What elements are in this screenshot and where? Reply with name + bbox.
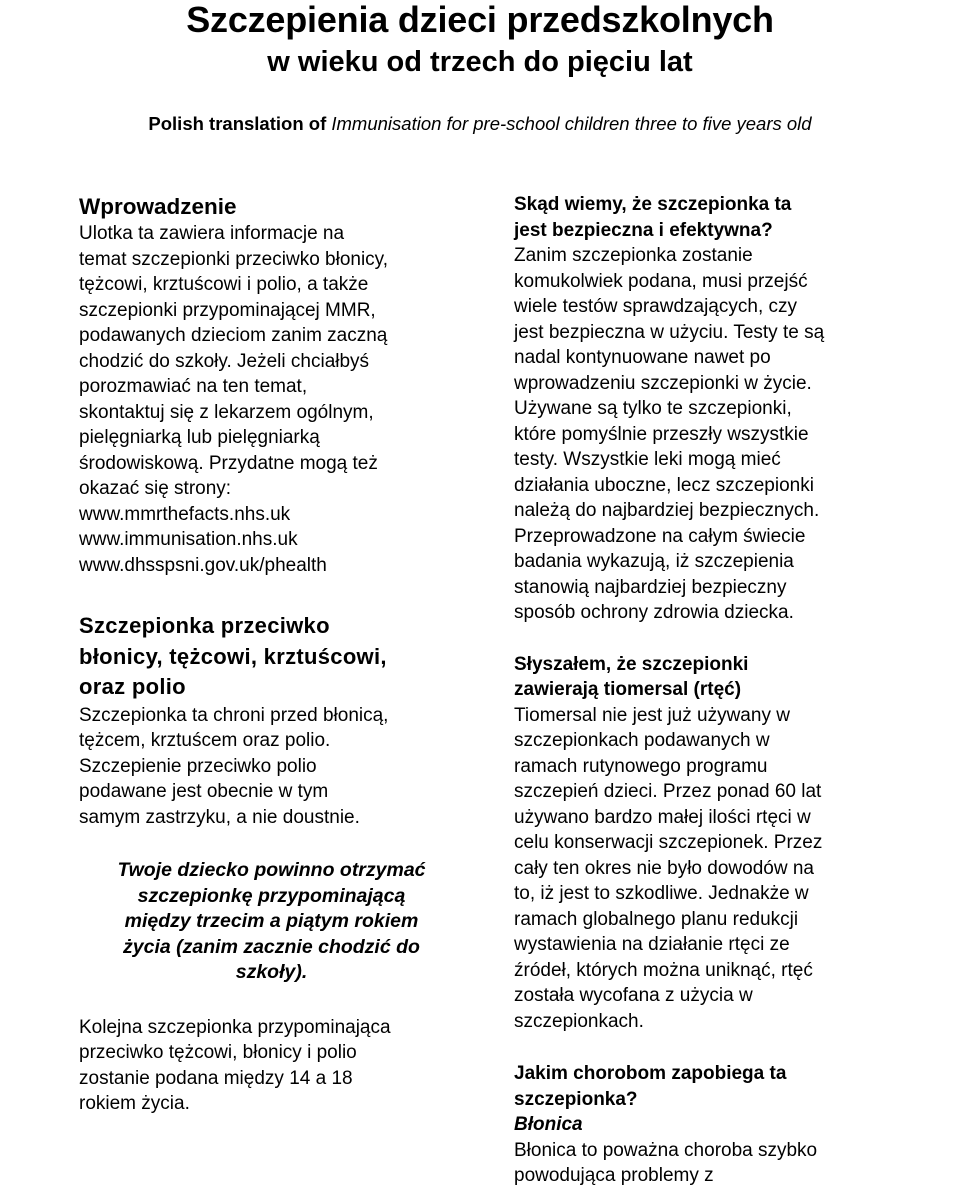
link-mmrthefacts[interactable]: www.mmrthefacts.nhs.uk [79,503,291,525]
vaccine-line: podawane jest obecnie w tym [79,781,329,802]
intro-text [79,221,464,578]
translation-original-title: Immunisation for pre-school children three to five years old [331,113,812,134]
safety-text: Zanim szczepionka zostanie komukolwiek podana, musi przejść wiele testów sprawdzających, czy jest bezpieczna w użyciu. Testy te są nadal kontynuowane nawet po wprowadzeniu szczepionki w życie. Używane są tylko te szczepionki, które pomyślnie przeszły wszystkie testy. Wszystkie leki mogą mieć działania uboczne, lecz szczepionki należą do najbardziej bezpiecznych. Przeprowadzone na całym świecie badania wykazują, iż szczepienia stanowią najbardziej bezpieczny sposób ochrony zdrowia dziecka. [514,245,825,623]
intro-line: pielęgniarką lub pielęgniarką [79,427,320,448]
intro-line: Ulotka ta zawiera informacje na [79,223,345,244]
right-column [514,192,899,1189]
intro-line: podawanych dzieciom zanim zaczną [79,325,388,346]
vaccine-heading: Szczepionka przeciwko błonicy, tężcowi, krztuścowi, oraz polio [79,613,387,699]
link-dhsspsni[interactable]: www.dhsspsni.gov.uk/phealth [79,554,327,576]
page-title: Szczepienia dzieci przedszkolnych [186,0,774,40]
intro-section [79,192,464,578]
intro-heading: Wprowadzenie [79,194,237,219]
vaccine-line: tężcem, krztuścem oraz polio. [79,730,331,751]
intro-line: środowiskową. Przydatne mogą też [79,452,378,474]
diphtheria-subheading: Błonica [514,1114,583,1135]
safety-heading: Skąd wiemy, że szczepionka ta jest bezpieczna i efektywna? [514,194,792,241]
intro-line: skontaktuj się z lekarzem ogólnym, [79,401,374,423]
intro-line: szczepionki przypominającej MMR, [79,299,376,321]
thiomersal-text: Tiomersal nie jest już używany w szczepionkach podawanych w ramach rutynowego programu szczepień dzieci. Przez ponad 60 lat używano bardzo małej ilości rtęci w celu konserwacji szczepionek. Przez cały ten okres nie było dowodów na to, iż jest to szkodliwe. Jednakże w ramach globalnego planu redukcji wystawienia na działanie rtęci ze źródeł, których można uniknąć, rtęć została wycofana z użycia w szczepionkach. [514,704,823,1032]
vaccine-section [79,611,464,830]
intro-line: temat szczepionki przeciwko błonicy, [79,248,389,270]
safety-section [514,192,899,626]
thiomersal-section [514,652,899,1035]
intro-line: okazać się strony: [79,478,232,499]
intro-line: chodzić do szkoły. Jeżeli chciałbyś [79,350,370,372]
booster-emphasis: Twoje dziecko powinno otrzymać szczepionkę przypominającą między trzecim a piątym rokiem życia (zanim zacznie chodzić do szkoły). [117,859,426,983]
page-subtitle: w wieku od trzech do pięciu lat [267,46,693,78]
diseases-heading: Jakim chorobom zapobiega ta szczepionka? [514,1063,787,1110]
diseases-section [514,1061,899,1189]
thiomersal-heading: Słyszałem, że szczepionki zawierają tiomersal (rtęć) [514,653,749,700]
next-booster-text: Kolejna szczepionka przypominająca przeciwko tężcowi, błonicy i polio zostanie podana między 14 a 18 rokiem życia. [79,1016,391,1114]
intro-line: porozmawiać na ten temat, [79,376,308,397]
diphtheria-text: Błonica to poważna choroba szybko powodująca problemy z [514,1139,818,1186]
link-immunisation[interactable]: www.immunisation.nhs.uk [79,529,298,550]
vaccine-line: Szczepionka ta chroni przed błonicą, [79,704,389,726]
translation-label: Polish translation of [148,113,327,134]
vaccine-line: Szczepienie przeciwko polio [79,755,317,777]
vaccine-line: samym zastrzyku, a nie doustnie. [79,806,360,828]
vaccine-text [79,703,464,831]
left-column [79,192,464,1117]
intro-line: tężcowi, krztuścowi i polio, a także [79,274,369,295]
translation-note [0,112,960,136]
